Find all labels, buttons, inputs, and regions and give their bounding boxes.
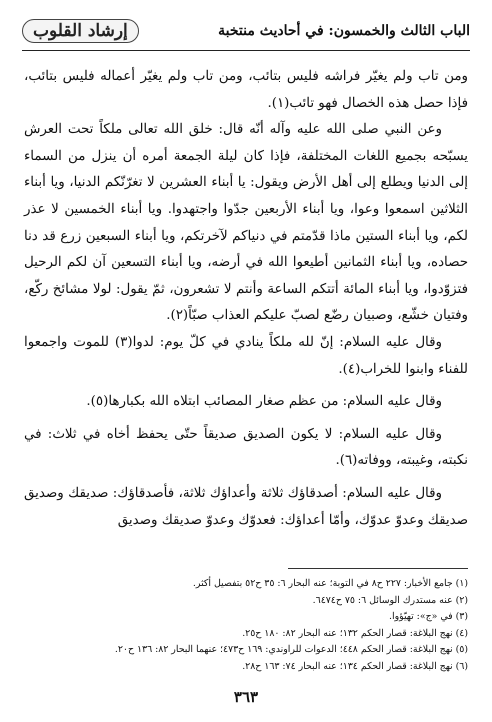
page-body: [24, 64, 468, 534]
footnote-item: (٦) نهج البلاغة: قصار الحكم ١٣٤؛ عنه البحار ٧٤: ١٦٣ ح٢٨.: [242, 660, 468, 672]
paragraph-hadith-friend: وقال عليه السلام: لا يكون الصديق صديقاً حتّى يحفظ أخاه في ثلاث: في نكبته، وغيبته، ووفاته(٦).: [24, 426, 468, 469]
paragraph-hadith-calamities: وقال عليه السلام: من عظم صغار المصائب ابتلاه الله بكبارها(٥).: [86, 394, 442, 410]
footnote-divider: [288, 568, 468, 569]
paragraph-hadith-death: وقال عليه السلام: إنّ لله ملكاً ينادي في كلّ يوم: لدوا(٣) للموت واجمعوا للفناء وابنوا للخراب(٤).: [24, 334, 468, 377]
footnotes: [24, 576, 468, 676]
paragraph-hadith-angel: وعن النبي صلى الله عليه وآله أنّه قال: خلق الله تعالى ملكاً تحت العرش يسبّحه بجميع اللغات المختلفة، فإذا كان ليلة الجمعة أمره أن ينزل من السماء إلى الدنيا ويطلع إلى أهل الأرض ويقول: يا أبناء العشرين لا تغرّنّكم الدنيا، ويا أبناء الثلاثين اسمعوا وعوا، ويا أبناء الأربعين جدّوا واجتهدوا. ويا أبناء الخمسين لا عذر لكم، ويا أبناء الستين ماذا قدّمتم في دنياكم لآخرتكم، ويا أبناء السبعين زرع قد دنا حصاده، ويا أبناء الثمانين أطيعوا الله في أرضه، ويا أبناء التسعين آن لكم الرحيل فتزوّدوا، ويا أبناء المائة أتتكم الساعة وأنتم لا تشعرون، ثمّ يقول: لولا مشائخ ركّع، وفتيان خشّع، وصبيان رضّع لصبّ عليكم العذاب صبّاً(٢).: [24, 122, 468, 324]
footnote-item: (١) جامع الأخبار: ٢٢٧ ح٨ في التوبة؛ عنه البحار ٦: ٣٥ ح٥٢ بتفصيل أكثر.: [192, 578, 468, 589]
footnote-item: (٥) نهج البلاغة: قصار الحكم ٤٤٨؛ الدعوات للراوندي: ١٦٩ ح٤٧٣؛ عنهما البحار ٨٢: ١٣٦ ح٢٠.: [114, 644, 468, 656]
footnote-item: (٤) نهج البلاغة: قصار الحكم ١٣٢؛ عنه البحار ٨٢: ١٨٠ ح٢٥.: [242, 627, 468, 639]
page-header: [22, 14, 470, 48]
footnote-item: (٢) عنه مستدرك الوسائل ٦: ٧٥ ح٦٤٧٤.: [312, 594, 468, 606]
footnote-item: (٣) في «ج»: تهيّؤوا.: [388, 611, 468, 623]
header-divider: [22, 50, 470, 51]
paragraph-hadith-friends-enemies: وقال عليه السلام: أصدقاؤك ثلاثة وأعداؤك ثلاثة، فأصدقاؤك: صديقك وصديق صديقك وعدوّ عدوّك، وأمّا أعداؤك: فعدوّك وعدوّ صديقك وصديق: [24, 485, 468, 528]
book-logo: إرشاد القلوب: [22, 19, 139, 43]
paragraph-continuation: ومن تاب ولم يغيّر فراشه فليس بتائب، ومن تاب ولم يغيّر أعماله فليس بتائب، فإذا حصل هذه الخصال فهو تائب(١).: [24, 69, 468, 111]
chapter-title: الباب الثالث والخمسون: في أحاديث منتخبة: [218, 23, 470, 39]
page-number: ٣٦٣: [233, 688, 259, 706]
